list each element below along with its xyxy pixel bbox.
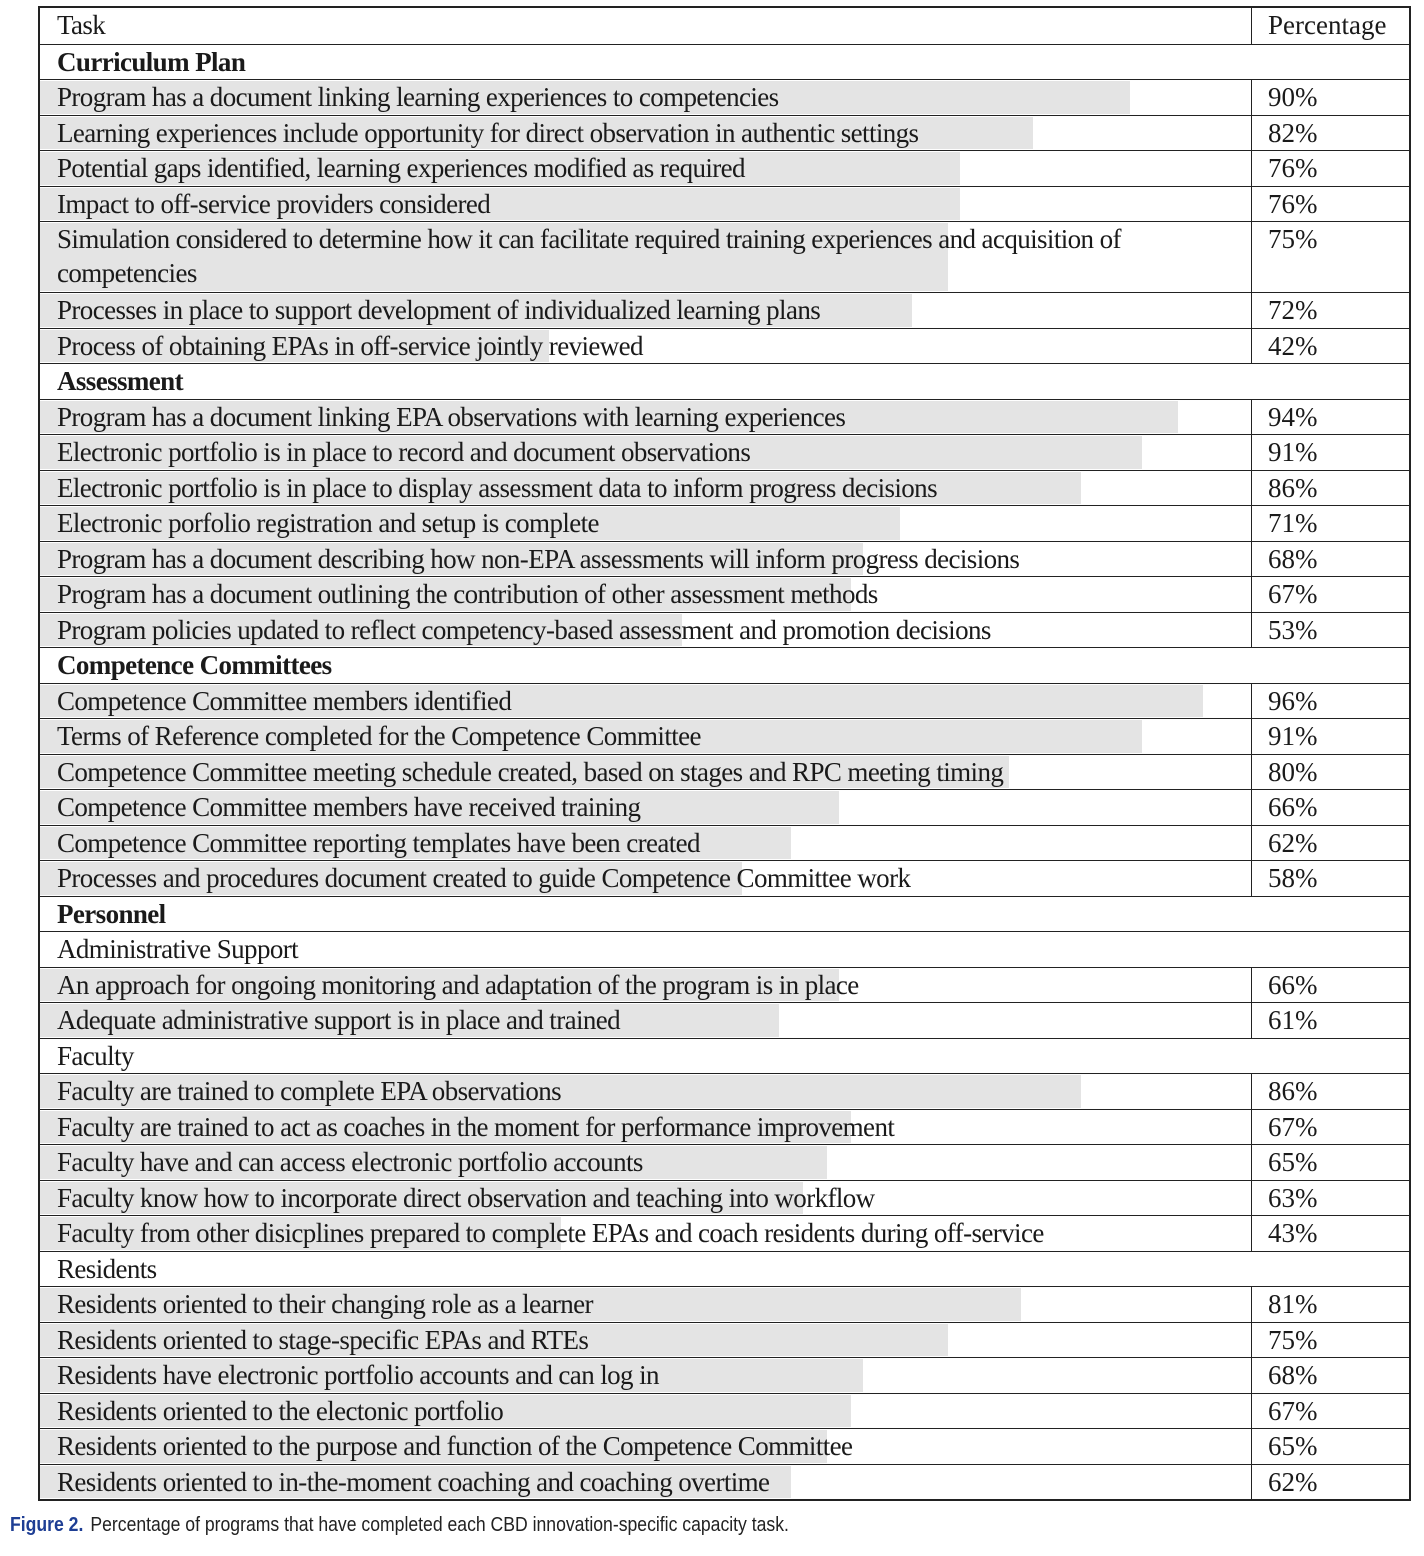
table-row bbox=[40, 79, 1409, 115]
table-row bbox=[40, 576, 1409, 612]
task-label: Competence Committee meeting schedule created, based on stages and RPC meeting timing bbox=[57, 756, 1004, 787]
task-cell bbox=[40, 471, 1252, 506]
section-label: Personnel bbox=[57, 898, 166, 929]
task-cell bbox=[40, 861, 1252, 896]
subsection-row bbox=[40, 1251, 1409, 1287]
subsection-row bbox=[40, 1038, 1409, 1074]
percentage-value: 42% bbox=[1268, 330, 1318, 361]
percentage-value: 86% bbox=[1268, 472, 1318, 503]
task-label: An approach for ongoing monitoring and adaptation of the program is in place bbox=[57, 969, 859, 1000]
percentage-value: 67% bbox=[1268, 1111, 1318, 1142]
table-row bbox=[40, 1109, 1409, 1145]
task-label: Residents oriented to the purpose and function of the Competence Committee bbox=[57, 1431, 853, 1461]
task-label: Competence Committee reporting templates have been created bbox=[57, 827, 700, 858]
table-row bbox=[40, 612, 1409, 648]
subsection-label: Residents bbox=[57, 1253, 157, 1284]
percentage-value: 72% bbox=[1268, 295, 1318, 325]
percentage-value: 91% bbox=[1268, 437, 1318, 467]
task-cell bbox=[40, 648, 1409, 683]
percentage-value: 68% bbox=[1268, 1360, 1318, 1390]
task-cell bbox=[40, 506, 1252, 541]
task-cell bbox=[40, 1074, 1252, 1109]
percentage-value: 71% bbox=[1268, 508, 1318, 538]
caption-label: Figure 2. bbox=[10, 1514, 84, 1536]
task-cell bbox=[40, 684, 1252, 719]
percentage-value: 91% bbox=[1268, 721, 1318, 751]
percentage-value: 43% bbox=[1268, 1218, 1318, 1248]
task-cell bbox=[40, 364, 1409, 399]
task-label: Program has a document linking EPA observations with learning experiences bbox=[57, 401, 846, 432]
section-row bbox=[40, 896, 1409, 932]
capacity-task-table bbox=[38, 6, 1411, 1501]
task-cell bbox=[40, 577, 1252, 612]
task-cell bbox=[40, 151, 1252, 186]
percentage-value: 53% bbox=[1268, 614, 1318, 645]
section-label: Curriculum Plan bbox=[57, 46, 246, 77]
table-row bbox=[40, 1428, 1409, 1464]
task-label: Residents oriented to their changing role as a learner bbox=[57, 1289, 593, 1319]
task-label: Processes in place to support development of individualized learning plans bbox=[57, 295, 821, 325]
percentage-value: 82% bbox=[1268, 117, 1318, 148]
task-cell bbox=[40, 932, 1409, 967]
section-row bbox=[40, 44, 1409, 80]
task-label: Residents oriented to stage-specific EPAs and RTEs bbox=[57, 1324, 589, 1355]
percentage-value: 67% bbox=[1268, 1395, 1318, 1426]
table-row bbox=[40, 505, 1409, 541]
task-cell bbox=[40, 187, 1252, 222]
percentage-value: 67% bbox=[1268, 579, 1318, 609]
task-cell bbox=[40, 400, 1252, 435]
table-row bbox=[40, 1215, 1409, 1251]
percentage-value: 62% bbox=[1268, 827, 1318, 858]
table-header-row bbox=[40, 8, 1409, 44]
task-label: Learning experiences include opportunity for direct observation in authentic settings bbox=[57, 117, 919, 148]
task-cell bbox=[40, 222, 1252, 292]
task-label: Faculty are trained to act as coaches in the moment for performance improvement bbox=[57, 1111, 895, 1142]
task-cell bbox=[40, 1323, 1252, 1358]
percentage-value: 68% bbox=[1268, 543, 1318, 574]
task-label: Residents oriented to in-the-moment coaching and coaching overtime bbox=[57, 1466, 770, 1497]
task-cell bbox=[40, 613, 1252, 648]
task-cell bbox=[40, 329, 1252, 364]
percentage-value: 76% bbox=[1268, 188, 1318, 219]
table-row bbox=[40, 1357, 1409, 1393]
task-label: Program has a document outlining the contribution of other assessment methods bbox=[57, 579, 878, 609]
task-label: Faculty have and can access electronic portfolio accounts bbox=[57, 1147, 643, 1177]
task-cell bbox=[40, 719, 1252, 754]
task-label: Adequate administrative support is in place and trained bbox=[57, 1005, 621, 1035]
percentage-value: 86% bbox=[1268, 1076, 1318, 1106]
task-label: Electronic porfolio registration and setup is complete bbox=[57, 508, 599, 538]
section-label: Competence Committees bbox=[57, 650, 332, 680]
table-row bbox=[40, 1180, 1409, 1216]
percentage-value: 65% bbox=[1268, 1147, 1318, 1177]
percentage-value: 66% bbox=[1268, 792, 1318, 822]
task-cell bbox=[40, 1429, 1252, 1464]
task-cell bbox=[40, 45, 1409, 80]
table-row bbox=[40, 1073, 1409, 1109]
task-label: Simulation considered to determine how it can facilitate required training experiences and acquisition of competencies bbox=[57, 224, 1121, 288]
task-label: Residents oriented to the electonic portfolio bbox=[57, 1395, 504, 1426]
task-cell bbox=[40, 1358, 1252, 1393]
percentage-value: 81% bbox=[1268, 1289, 1318, 1319]
task-cell bbox=[40, 790, 1252, 825]
task-label: Program policies updated to reflect competency-based assessment and promotion decisions bbox=[57, 614, 991, 645]
caption-text: Percentage of programs that have completed each CBD innovation-specific capacity task. bbox=[90, 1514, 789, 1536]
section-row bbox=[40, 363, 1409, 399]
task-cell bbox=[40, 1252, 1409, 1287]
table-row bbox=[40, 1002, 1409, 1038]
table-row bbox=[40, 1144, 1409, 1180]
percentage-value: 58% bbox=[1268, 863, 1318, 893]
table-row bbox=[40, 150, 1409, 186]
task-cell bbox=[40, 1465, 1252, 1500]
task-cell bbox=[40, 542, 1252, 577]
table-row bbox=[40, 1286, 1409, 1322]
percentage-value: 90% bbox=[1268, 82, 1318, 112]
task-label: Faculty from other disicplines prepared to complete EPAs and coach residents during off-service bbox=[57, 1218, 1044, 1248]
table-row bbox=[40, 967, 1409, 1003]
task-cell bbox=[40, 1216, 1252, 1251]
table-row bbox=[40, 683, 1409, 719]
section-row bbox=[40, 647, 1409, 683]
header-percentage: Percentage bbox=[1268, 10, 1387, 40]
table-row bbox=[40, 789, 1409, 825]
table-row bbox=[40, 1322, 1409, 1358]
percentage-value: 76% bbox=[1268, 153, 1318, 183]
task-label: Impact to off-service providers considered bbox=[57, 188, 491, 219]
table-row bbox=[40, 860, 1409, 896]
task-cell bbox=[40, 80, 1252, 115]
percentage-value: 62% bbox=[1268, 1466, 1318, 1497]
table-row bbox=[40, 718, 1409, 754]
task-label: Competence Committee members identified bbox=[57, 685, 512, 716]
task-label: Residents have electronic portfolio accounts and can log in bbox=[57, 1360, 659, 1390]
table-row bbox=[40, 1464, 1409, 1500]
table-row bbox=[40, 328, 1409, 364]
table-row bbox=[40, 434, 1409, 470]
header-task: Task bbox=[57, 10, 106, 40]
table-row bbox=[40, 221, 1409, 292]
table-row bbox=[40, 292, 1409, 328]
task-cell bbox=[40, 1110, 1252, 1145]
task-label: Potential gaps identified, learning experiences modified as required bbox=[57, 153, 745, 183]
table-row bbox=[40, 470, 1409, 506]
task-cell bbox=[40, 116, 1252, 151]
task-label: Program has a document linking learning experiences to competencies bbox=[57, 82, 779, 112]
section-label: Assessment bbox=[57, 366, 183, 396]
task-label: Electronic portfolio is in place to display assessment data to inform progress decisions bbox=[57, 472, 937, 503]
task-cell bbox=[40, 293, 1252, 328]
figure-caption bbox=[10, 1514, 789, 1537]
percentage-value: 75% bbox=[1268, 1324, 1318, 1355]
task-cell bbox=[40, 1181, 1252, 1216]
table-row bbox=[40, 541, 1409, 577]
table-row bbox=[40, 186, 1409, 222]
task-label: Terms of Reference completed for the Competence Committee bbox=[57, 721, 701, 751]
table-row bbox=[40, 399, 1409, 435]
table-row bbox=[40, 825, 1409, 861]
percentage-value: 61% bbox=[1268, 1005, 1318, 1035]
task-cell bbox=[40, 826, 1252, 861]
percentage-value: 65% bbox=[1268, 1431, 1318, 1461]
table-row bbox=[40, 115, 1409, 151]
task-label: Process of obtaining EPAs in off-service jointly reviewed bbox=[57, 330, 643, 361]
task-cell bbox=[40, 1287, 1252, 1322]
subsection-label: Faculty bbox=[57, 1040, 134, 1071]
task-cell bbox=[40, 755, 1252, 790]
task-label: Faculty are trained to complete EPA observations bbox=[57, 1076, 562, 1106]
task-cell bbox=[40, 1394, 1252, 1429]
table-row bbox=[40, 1393, 1409, 1429]
table-row bbox=[40, 754, 1409, 790]
subsection-label: Administrative Support bbox=[57, 934, 299, 964]
task-cell bbox=[40, 1003, 1252, 1038]
subsection-row bbox=[40, 931, 1409, 967]
percentage-value: 75% bbox=[1268, 224, 1318, 254]
percentage-value: 80% bbox=[1268, 756, 1318, 787]
percentage-value: 96% bbox=[1268, 685, 1318, 716]
percentage-value: 66% bbox=[1268, 969, 1318, 1000]
task-label: Program has a document describing how non-EPA assessments will inform progress decisions bbox=[57, 543, 1020, 574]
task-label: Electronic portfolio is in place to record and document observations bbox=[57, 437, 751, 467]
task-cell bbox=[40, 1145, 1252, 1180]
task-cell bbox=[40, 968, 1252, 1003]
task-label: Faculty know how to incorporate direct observation and teaching into workflow bbox=[57, 1182, 875, 1213]
task-cell bbox=[40, 435, 1252, 470]
task-cell bbox=[40, 1039, 1409, 1074]
percentage-value: 63% bbox=[1268, 1182, 1318, 1213]
task-cell bbox=[40, 897, 1409, 932]
percentage-value: 94% bbox=[1268, 401, 1318, 432]
task-label: Processes and procedures document created to guide Competence Committee work bbox=[57, 863, 911, 893]
task-label: Competence Committee members have received training bbox=[57, 792, 641, 822]
